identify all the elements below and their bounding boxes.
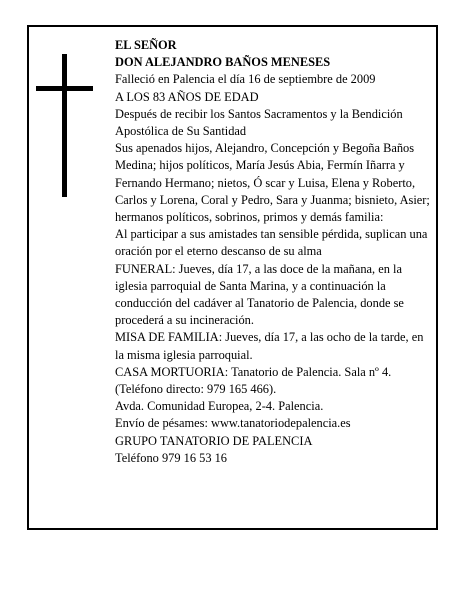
cross-icon: [62, 54, 67, 197]
funeral-home-info: CASA MORTUORIA: Tanatorio de Palencia. Sala nº 4. (Teléfono directo: 979 165 466).: [115, 364, 392, 397]
age-line: A LOS 83 AÑOS DE EDAD: [115, 89, 259, 104]
cross-icon-bar: [36, 86, 93, 91]
family-mass-info: MISA DE FAMILIA: Jueves, día 17, a las ocho de la tarde, en la misma iglesia parroquial.: [115, 330, 424, 362]
sacraments-line: Después de recibir los Santos Sacramentos y la Bendición Apostólica de Su Santidad: [115, 106, 403, 139]
prayer-request: Al participar a sus amistades tan sensible pérdida, suplican una oración por el eterno descanso de su alma: [115, 227, 428, 259]
condolences-line: Envío de pésames: www.tanatoriodepalencia.es: [115, 416, 351, 431]
phone-line: Teléfono 979 16 53 16: [115, 450, 228, 465]
address-line: Avda. Comunidad Europea, 2-4. Palencia.: [115, 399, 324, 414]
funeral-info: FUNERAL: Jueves, día 17, a las doce de la mañana, en la iglesia parroquial de Santa Marina, y a continuación la conducción del cadáver al Tanatorio de Palencia, donde se procederá a su incineración.: [115, 261, 404, 328]
family-list: Sus apenados hijos, Alejandro, Concepción y Begoña Baños Medina; hijos políticos, María Jesús Abia, Fermín Iñarra y Fernando Hermano; nietos, Ó scar y Luisa, Elena y Roberto, Carlos y Lorena, Coral y Pedro, Sara y Juanma; bisnieto, Asier; hermanos políticos, sobrinos, primos y demás familia:: [115, 141, 430, 225]
deceased-name: DON ALEJANDRO BAÑOS MENESES: [115, 55, 331, 70]
group-name: GRUPO TANATORIO DE PALENCIA: [115, 433, 313, 448]
death-notice: Falleció en Palencia el día 16 de septiembre de 2009: [115, 72, 376, 87]
obituary-text: [115, 37, 435, 467]
heading: EL SEÑOR: [115, 38, 177, 52]
